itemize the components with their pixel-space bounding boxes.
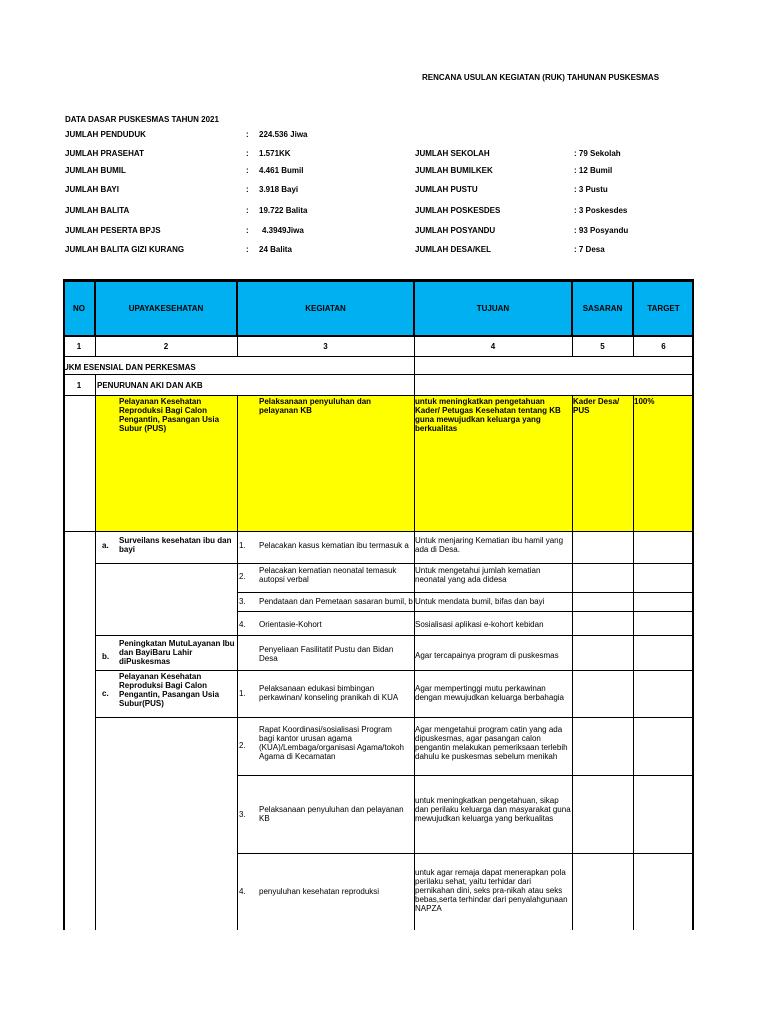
row-tujuan: untuk meningkatkan pengetahuan, sikap dan perilaku keluarga dan masyarakat guna mewujudkan keluarga yang berkualitas: [415, 796, 571, 823]
colon: :: [246, 166, 249, 175]
header-kegiatan: KEGIATAN: [237, 279, 414, 337]
yellow-tujuan: untuk meningkatkan pengetahuan Kader/ Petugas Kesehatan tentang KB guna mewujudkan keluarga yang berkualitas: [415, 397, 561, 433]
label-jumlah-bumil: JUMLAH BUMIL: [65, 166, 126, 175]
value-jumlah-bayi: 3.918 Bayi: [259, 185, 299, 194]
group-upaya-c: Pelayanan Kesehatan Reproduksi Bagi Calon Pengantin, Pasangan Usia Subur(PUS): [119, 672, 220, 708]
col-number-4: 4: [490, 342, 496, 351]
colon: :: [246, 226, 249, 235]
label-jumlah-desa-kel: JUMLAH DESA/KEL: [415, 245, 492, 254]
value-jumlah-posyandu: : 93 Posyandu: [574, 226, 629, 235]
row-no: 3.: [239, 597, 246, 606]
yellow-target: 100%: [634, 397, 655, 406]
row-kegiatan: Pelacakan kasus kematian ibu termasuk a: [259, 541, 409, 550]
row-tujuan: untuk agar remaja dapat menerapkan pola perilaku sehat, yaitu terhidar dari pernikahan dini, seks pra-nikah atau seks bebas,serta terhindar dari penyalahgunaan NAPZA: [415, 868, 568, 913]
group-upaya-a: Surveilans kesehatan ibu dan bayi: [119, 536, 232, 554]
col-number-5: 5: [600, 342, 605, 351]
label-jumlah-bayi: JUMLAH BAYI: [65, 185, 119, 194]
ruk-table: [63, 279, 694, 930]
document-title: RENCANA USULAN KEGIATAN (RUK) TAHUNAN PUSKESMAS: [422, 73, 660, 82]
yellow-sasaran: Kader Desa/ PUS: [573, 397, 620, 415]
sub-title: PENURUNAN AKI DAN AKB: [97, 381, 203, 390]
label-jumlah-posyandu: JUMLAH POSYANDU: [415, 226, 496, 235]
label-jumlah-peserta-bpjs: JUMLAH PESERTA BPJS: [65, 226, 161, 235]
value-jumlah-balita: 19.722 Balita: [259, 206, 308, 215]
group-letter-c: c.: [102, 689, 109, 698]
label-jumlah-poskesdes: JUMLAH POSKESDES: [415, 206, 501, 215]
colon: :: [246, 206, 249, 215]
colon: :: [246, 245, 249, 254]
value-jumlah-balita-gizi-kurang: 24 Balita: [259, 245, 292, 254]
row-kegiatan: Pelaksanaan penyuluhan dan pelayanan KB: [259, 805, 404, 823]
row-tujuan: Sosialisasi aplikasi e-kohort kebidan: [415, 620, 544, 629]
col-number-1: 1: [76, 342, 82, 351]
yellow-kegiatan: Pelaksanaan penyuluhan dan pelayanan KB: [259, 397, 372, 415]
label-jumlah-pustu: JUMLAH PUSTU: [415, 185, 478, 194]
yellow-upaya: Pelayanan Kesehatan Reproduksi Bagi Calon Pengantin, Pasangan Usia Subur (PUS): [119, 397, 220, 433]
row-kegiatan: Pelacakan kematian neonatal temasuk autopsi verbal: [259, 566, 397, 584]
row-no: 1.: [239, 689, 246, 698]
value-jumlah-poskesdes: : 3 Poskesdes: [574, 206, 628, 215]
row-tujuan: Untuk menjaring Kematian ibu hamil yang ada di Desa.: [415, 536, 564, 554]
row-kegiatan: Pendataan dan Pemetaan sasaran bumil, b: [259, 597, 413, 606]
row-kegiatan: Rapat Koordinasi/sosialisasi Program bagi kantor urusan agama (KUA)/Lembaga/organisasi Agama/tokoh Agama di Kecamatan: [259, 725, 404, 761]
row-no: 4.: [239, 620, 246, 629]
header-sasaran: SASARAN: [572, 279, 633, 337]
value-jumlah-peserta-bpjs: 4.3949Jiwa: [262, 226, 304, 235]
header-upaya-kesehatan: UPAYAKESEHATAN: [95, 279, 237, 337]
label-jumlah-balita-gizi-kurang: JUMLAH BALITA GIZI KURANG: [65, 245, 185, 254]
group-letter-a: a.: [102, 541, 109, 550]
value-jumlah-bumilkek: : 12 Bumil: [574, 166, 613, 175]
data-dasar-title: DATA DASAR PUSKESMAS TAHUN 2021: [65, 115, 219, 124]
col-number-6: 6: [661, 342, 666, 351]
label-jumlah-balita: JUMLAH BALITA: [65, 206, 130, 215]
label-jumlah-sekolah: JUMLAH SEKOLAH: [415, 149, 490, 158]
value-jumlah-bumil: 4.461 Bumil: [259, 166, 304, 175]
col-number-3: 3: [323, 342, 328, 351]
header-target: TARGET: [633, 279, 694, 337]
colon: :: [246, 185, 249, 194]
row-tujuan: Agar mengetahui program catin yang ada dipuskesmas, agar pasangan calon pengantin melakukan pemeriksaan terlebih dahulu ke puskesmas sebelum menikah: [415, 725, 568, 761]
label-jumlah-bumilkek: JUMLAH BUMILKEK: [415, 166, 493, 175]
row-no: 4.: [239, 887, 246, 896]
row-no: 3.: [239, 810, 246, 819]
header-no: NO: [63, 279, 95, 337]
value-jumlah-prasehat: 1.571KK: [259, 149, 291, 158]
label-jumlah-penduduk: JUMLAH PENDUDUK: [65, 130, 146, 139]
row-no: 2.: [239, 741, 246, 750]
sub-number: 1: [76, 381, 82, 390]
value-jumlah-desa-kel: : 7 Desa: [574, 245, 605, 254]
row-tujuan: Agar tercapainya program di puskesmas: [415, 651, 559, 660]
row-kegiatan: Pelaksanaan edukasi bimbingan perkawinan/ konseling pranikah di KUA: [259, 684, 399, 702]
section-title: UKM ESENSIAL DAN PERKESMAS: [63, 363, 196, 372]
label-jumlah-prasehat: JUMLAH PRASEHAT: [65, 149, 144, 158]
value-jumlah-sekolah: : 79 Sekolah: [574, 149, 621, 158]
row-kegiatan: Penyeliaan Fasilitatif Pustu dan Bidan Desa: [259, 645, 394, 663]
group-upaya-b: Peningkatan MutuLayanan Ibu dan BayiBaru Lahir diPuskesmas: [119, 639, 235, 666]
value-jumlah-penduduk: 224.536 Jiwa: [259, 130, 308, 139]
row-no: 1.: [239, 541, 246, 550]
row-tujuan: Untuk mengetahui jumlah kematian neonatal yang ada didesa: [415, 566, 541, 584]
row-tujuan: Agar mempertinggi mutu perkawinan dengan mewujudkan keluarga berbahagia: [415, 684, 564, 702]
colon: :: [246, 149, 249, 158]
row-kegiatan: Orientasie-Kohort: [259, 620, 322, 629]
row-kegiatan: penyuluhan kesehatan reproduksi: [259, 887, 380, 896]
row-tujuan: Untuk mendata bumil, bifas dan bayi: [415, 597, 545, 606]
header-tujuan: TUJUAN: [414, 279, 572, 337]
colon: :: [246, 130, 249, 139]
value-jumlah-pustu: : 3 Pustu: [574, 185, 608, 194]
col-number-2: 2: [163, 342, 169, 351]
row-no: 2.: [239, 572, 246, 581]
group-letter-b: b.: [102, 652, 110, 661]
